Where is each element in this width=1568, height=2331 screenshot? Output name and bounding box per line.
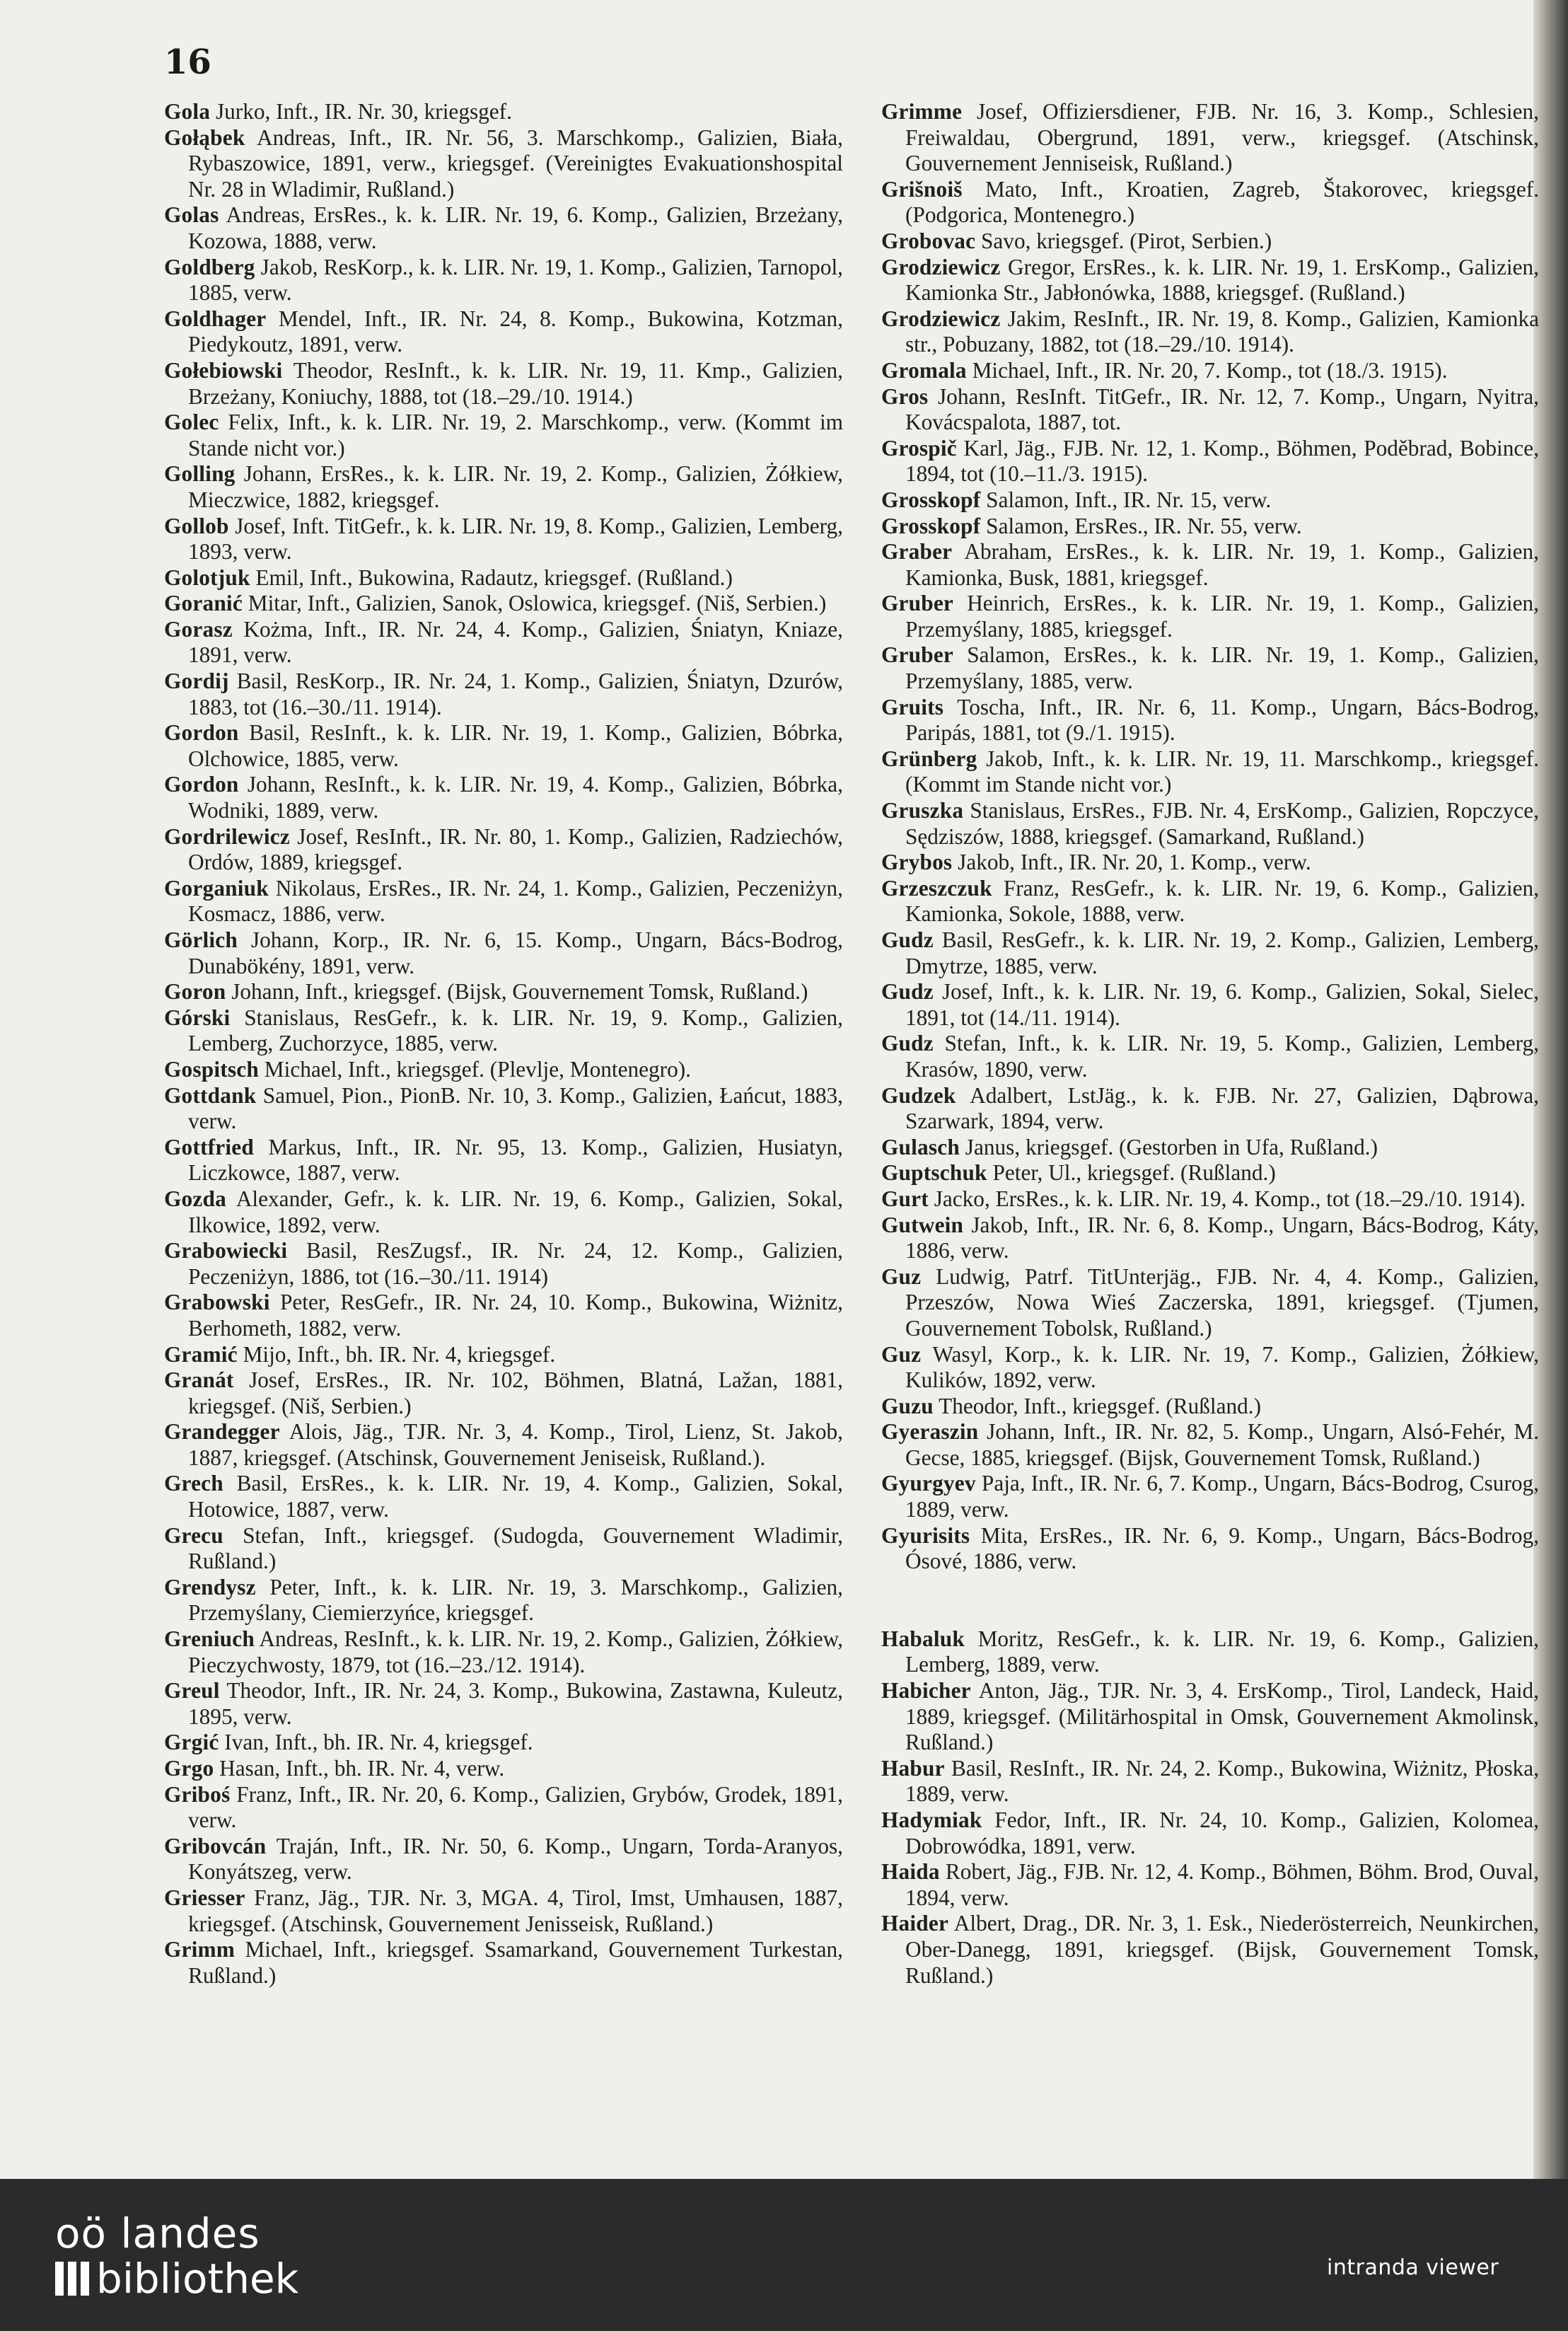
- register-entry: [881, 1264, 1539, 1342]
- register-entry: [881, 1626, 1539, 1678]
- section-gap: [881, 1575, 1539, 1626]
- register-entry: [164, 1756, 843, 1782]
- register-entry: [881, 1419, 1539, 1471]
- entry-details: Anton, Jäg., TJR. Nr. 3, 4. ErsKomp., Tirol, Landeck, Haid, 1889, kriegsgef. (Militärhospital in Omsk, Gouvernement Akmolinsk, Rußland.): [905, 1678, 1539, 1755]
- register-entry: [164, 514, 843, 565]
- entry-surname: Haida: [881, 1859, 940, 1885]
- register-entry: [881, 695, 1539, 746]
- right-column: [881, 99, 1539, 1989]
- entry-details: Jakim, ResInft., IR. Nr. 19, 8. Komp., Galizien, Kamionka str., Pobuzany, 1882, tot (18.–29./10. 1914).: [905, 306, 1539, 357]
- entry-details: Josef, Inft. TitGefr., k. k. LIR. Nr. 19, 8. Komp., Galizien, Lemberg, 1893, verw.: [188, 513, 843, 565]
- entry-surname: Gruszka: [881, 798, 964, 823]
- entry-surname: Gottdank: [164, 1082, 257, 1108]
- register-entry: [881, 255, 1539, 306]
- entry-details: Janus, kriegsgef. (Gestorben in Ufa, Rußland.): [959, 1134, 1378, 1159]
- entry-details: Andreas, Inft., IR. Nr. 56, 3. Marschkomp., Galizien, Biała, Rybaszowice, 1891, verw., kriegsgef. (Vereinigtes Evakuationshospital Nr. 28 in Wladimir, Rußland.): [188, 125, 843, 202]
- entry-surname: Gordon: [164, 720, 239, 746]
- register-entry: [881, 1031, 1539, 1082]
- logo-bars-icon: [55, 2262, 91, 2296]
- entry-surname: Gollob: [164, 513, 229, 538]
- register-entry: [881, 1911, 1539, 1989]
- entry-surname: Gyurisits: [881, 1522, 970, 1548]
- entry-surname: Guptschuk: [881, 1160, 987, 1186]
- entry-surname: Granát: [164, 1367, 234, 1393]
- register-entry: [881, 927, 1539, 979]
- register-entry: [164, 202, 843, 254]
- entry-surname: Gromala: [881, 357, 967, 383]
- entry-details: Jakob, ResKorp., k. k. LIR. Nr. 19, 1. Komp., Galizien, Tarnopol, 1885, verw.: [188, 254, 843, 306]
- entry-details: Michael, Inft., IR. Nr. 20, 7. Komp., tot (18./3. 1915).: [966, 357, 1448, 383]
- entry-details: Ludwig, Patrf. TitUnterjäg., FJB. Nr. 4, 4. Komp., Galizien, Przeszów, Nowa Wieś Zaczerska, 1891, kriegsgef. (Tjumen, Gouvernement Tobolsk, Rußland.): [905, 1263, 1539, 1341]
- register-entry: [164, 125, 843, 203]
- entry-details: Johann, ErsRes., k. k. LIR. Nr. 19, 2. Komp., Galizien, Żółkiew, Mieczwice, 1882, kriegsgef.: [188, 461, 843, 512]
- register-entry: [881, 850, 1539, 876]
- entry-surname: Greul: [164, 1678, 220, 1704]
- entry-details: Traján, Inft., IR. Nr. 50, 6. Komp., Ungarn, Torda-Aranyos, Konyátszeg, verw.: [188, 1833, 843, 1885]
- register-entry: [164, 824, 843, 876]
- entry-details: Stefan, Inft., kriegsgef. (Sudogda, Gouvernement Wladimir, Rußland.): [188, 1522, 843, 1574]
- entry-details: Johann, Inft., kriegsgef. (Bijsk, Gouvernement Tomsk, Rußland.): [226, 979, 808, 1005]
- register-entry: [164, 1005, 843, 1057]
- entry-surname: Gruber: [881, 642, 954, 668]
- entry-surname: Gros: [881, 383, 929, 409]
- entry-details: Stanislaus, ResGefr., k. k. LIR. Nr. 19, 9. Komp., Galizien, Lemberg, Zuchorzyce, 1885, verw.: [188, 1005, 843, 1056]
- entry-details: Michael, Inft., kriegsgef. (Plevlje, Montenegro).: [258, 1056, 691, 1082]
- register-entry: [164, 410, 843, 461]
- entry-surname: Gordrilewicz: [164, 823, 290, 849]
- entry-details: Albert, Drag., DR. Nr. 3, 1. Esk., Niederösterreich, Neunkirchen, Ober-Danegg, 1891, kriegsgef. (Bijsk, Gouvernement Tomsk, Rußland.): [905, 1911, 1539, 1988]
- register-entry: [881, 1807, 1539, 1859]
- register-entry: [881, 798, 1539, 850]
- register-entry: [881, 1083, 1539, 1135]
- entry-surname: Gramić: [164, 1341, 238, 1367]
- entry-surname: Gorasz: [164, 616, 233, 642]
- entry-details: Salamon, Inft., IR. Nr. 15, verw.: [980, 487, 1272, 512]
- entry-surname: Grabowiecki: [164, 1238, 288, 1263]
- register-entry: [164, 617, 843, 669]
- register-entry: [881, 1523, 1539, 1575]
- entry-surname: Grgić: [164, 1730, 219, 1755]
- entry-details: Peter, ResGefr., IR. Nr. 24, 10. Komp., Bukowina, Wiżnitz, Berhometh, 1882, verw.: [188, 1290, 843, 1341]
- entry-details: Jurko, Inft., IR. Nr. 30, kriegsgef.: [210, 99, 512, 124]
- entry-surname: Grobovac: [881, 228, 976, 253]
- entry-details: Toscha, Inft., IR. Nr. 6, 11. Komp., Ungarn, Bács-Bodrog, Paripás, 1881, tot (9./1. 1915).: [905, 694, 1539, 746]
- register-entry: [881, 1213, 1539, 1264]
- entry-surname: Habicher: [881, 1678, 971, 1704]
- entry-details: Kożma, Inft., IR. Nr. 24, 4. Komp., Galizien, Śniatyn, Kniaze, 1891, verw.: [188, 616, 843, 668]
- register-entry: [881, 487, 1539, 514]
- register-entry: [164, 1290, 843, 1341]
- entry-surname: Grzeszczuk: [881, 875, 992, 901]
- entry-details: Salamon, ErsRes., IR. Nr. 55, verw.: [980, 513, 1302, 538]
- entry-details: Franz, ResGefr., k. k. LIR. Nr. 19, 6. Komp., Galizien, Kamionka, Sokole, 1888, verw.: [905, 875, 1539, 927]
- entry-surname: Gordon: [164, 772, 239, 797]
- entry-details: Mendel, Inft., IR. Nr. 24, 8. Komp., Bukowina, Kotzman, Piedykoutz, 1891, verw.: [188, 306, 843, 357]
- entry-surname: Grosskopf: [881, 513, 981, 538]
- entry-details: Abraham, ErsRes., k. k. LIR. Nr. 19, 1. Komp., Galizien, Kamionka, Busk, 1881, kriegsgef.: [905, 539, 1539, 590]
- entry-surname: Gozda: [164, 1186, 226, 1211]
- entry-surname: Graber: [881, 539, 953, 565]
- register-entry: [881, 1859, 1539, 1911]
- entry-details: Basil, ResInft., IR. Nr. 24, 2. Komp., Bukowina, Wiżnitz, Płoska, 1889, verw.: [905, 1755, 1539, 1807]
- register-entry: [164, 1135, 843, 1186]
- entry-surname: Haider: [881, 1911, 949, 1936]
- entry-surname: Grgo: [164, 1756, 214, 1781]
- entry-details: Alexander, Gefr., k. k. LIR. Nr. 19, 6. Komp., Galizien, Sokal, Ilkowice, 1892, verw.: [188, 1186, 843, 1237]
- entry-surname: Gołąbek: [164, 125, 245, 150]
- entry-surname: Goldhager: [164, 306, 267, 331]
- entry-details: Jacko, ErsRes., k. k. LIR. Nr. 19, 4. Komp., tot (18.–29./10. 1914).: [928, 1186, 1526, 1211]
- entry-details: Moritz, ResGefr., k. k. LIR. Nr. 19, 6. Komp., Galizien, Lemberg, 1889, verw.: [905, 1626, 1539, 1677]
- entry-details: Wasyl, Korp., k. k. LIR. Nr. 19, 7. Komp., Galizien, Żółkiew, Kulików, 1892, verw.: [905, 1341, 1539, 1393]
- entry-surname: Grosskopf: [881, 487, 981, 512]
- entry-details: Salamon, ErsRes., k. k. LIR. Nr. 19, 1. Komp., Galizien, Przemyślany, 1885, verw.: [905, 642, 1539, 694]
- logo-line-1: oö landes: [55, 2209, 260, 2257]
- entry-surname: Grecu: [164, 1522, 223, 1548]
- entry-surname: Gudz: [881, 927, 934, 952]
- entry-details: Nikolaus, ErsRes., IR. Nr. 24, 1. Komp., Galizien, Peczeniżyn, Kosmacz, 1886, verw.: [188, 875, 843, 927]
- entry-surname: Golec: [164, 410, 219, 435]
- entry-details: Johann, Korp., IR. Nr. 6, 15. Komp., Ungarn, Bács-Bodrog, Dunabökény, 1891, verw.: [188, 927, 843, 978]
- register-entry: [881, 1342, 1539, 1394]
- entry-surname: Gottfried: [164, 1134, 254, 1159]
- register-entry: [164, 1937, 843, 1989]
- entry-details: Josef, ErsRes., IR. Nr. 102, Böhmen, Blatná, Lažan, 1881, kriegsgef. (Niš, Serbien.): [188, 1367, 843, 1418]
- library-logo[interactable]: [55, 2209, 299, 2303]
- entry-details: Jakob, Inft., IR. Nr. 6, 8. Komp., Ungarn, Bács-Bodrog, Káty, 1886, verw.: [905, 1212, 1539, 1263]
- register-entry: [881, 1160, 1539, 1186]
- register-entry: [164, 1367, 843, 1419]
- entry-details: Gregor, ErsRes., k. k. LIR. Nr. 19, 1. ErsKomp., Galizien, Kamionka Str., Jabłonówka, 1888, kriegsgef. (Rußland.): [905, 254, 1539, 306]
- entry-surname: Gospitsch: [164, 1056, 259, 1082]
- entry-surname: Gruber: [881, 591, 954, 616]
- register-entry: [881, 177, 1539, 229]
- entry-details: Mitar, Inft., Galizien, Sanok, Oslowica, kriegsgef. (Niš, Serbien.): [242, 591, 827, 616]
- register-entry: [164, 358, 843, 410]
- entry-details: Markus, Inft., IR. Nr. 95, 13. Komp., Galizien, Husiatyn, Liczkowce, 1887, verw.: [188, 1134, 843, 1186]
- entry-details: Theodor, Inft., IR. Nr. 24, 3. Komp., Bukowina, Zastawna, Kuleutz, 1895, verw.: [188, 1678, 843, 1729]
- register-entry: [881, 1135, 1539, 1161]
- register-entry: [164, 1471, 843, 1522]
- entry-details: Jakob, Inft., k. k. LIR. Nr. 19, 11. Marschkomp., kriegsgef. (Kommt im Stande nicht vor.): [905, 746, 1539, 797]
- register-entry: [881, 306, 1539, 358]
- entry-surname: Gorganiuk: [164, 875, 269, 901]
- entry-surname: Golas: [164, 202, 219, 228]
- entry-surname: Gola: [164, 99, 211, 124]
- entry-details: Johann, ResInft. TitGefr., IR. Nr. 12, 7. Komp., Ungarn, Nyitra, Kovácspalota, 1887, tot.: [905, 383, 1539, 435]
- register-entry: [164, 669, 843, 720]
- entry-details: Savo, kriegsgef. (Pirot, Serbien.): [975, 228, 1272, 253]
- entry-details: Andreas, ErsRes., k. k. LIR. Nr. 19, 6. Komp., Galizien, Brzeżany, Kozowa, 1888, verw.: [188, 202, 843, 253]
- entry-surname: Hadymiak: [881, 1807, 982, 1832]
- entry-surname: Grospič: [881, 435, 957, 461]
- entry-surname: Habur: [881, 1755, 945, 1781]
- entry-surname: Golling: [164, 461, 236, 487]
- register-entry: [881, 1186, 1539, 1213]
- entry-surname: Guz: [881, 1341, 922, 1367]
- entry-details: Josef, Inft., k. k. LIR. Nr. 19, 6. Komp., Galizien, Sokal, Sielec, 1891, tot (14./11. 1914).: [905, 979, 1539, 1030]
- entry-details: Johann, Inft., IR. Nr. 82, 5. Komp., Ungarn, Alsó-Fehér, M. Gecse, 1885, kriegsgef. (Bijsk, Gouvernement Tomsk, Rußland.): [905, 1419, 1539, 1470]
- entry-surname: Goron: [164, 979, 226, 1005]
- register-entry: [164, 979, 843, 1005]
- entry-surname: Grünberg: [881, 746, 977, 771]
- entry-details: Theodor, ResInft., k. k. LIR. Nr. 19, 11. Kmp., Galizien, Brzeżany, Koniuchy, 1888, tot (18.–29./10. 1914.): [188, 357, 843, 409]
- entry-details: Theodor, Inft., kriegsgef. (Rußland.): [933, 1393, 1262, 1418]
- entry-surname: Gruits: [881, 694, 944, 719]
- register-entry: [881, 1471, 1539, 1522]
- entry-surname: Griesser: [164, 1885, 245, 1910]
- register-entry: [881, 358, 1539, 384]
- register-entry: [881, 1394, 1539, 1420]
- register-entry: [881, 1756, 1539, 1807]
- entry-surname: Gordij: [164, 669, 229, 694]
- entry-surname: Grabowski: [164, 1290, 270, 1315]
- entry-surname: Gołebiowski: [164, 357, 283, 383]
- register-entry: [164, 1834, 843, 1885]
- entry-details: Franz, Jäg., TJR. Nr. 3, MGA. 4, Tirol, Imst, Umhausen, 1887, kriegsgef. (Atschinsk, Gouvernement Jenisseisk, Rußland.): [188, 1885, 843, 1936]
- entry-details: Basil, ErsRes., k. k. LIR. Nr. 19, 4. Komp., Galizien, Sokal, Hotowice, 1887, verw.: [188, 1471, 843, 1522]
- register-entry: [164, 1342, 843, 1368]
- entry-surname: Gyurgyev: [881, 1471, 976, 1496]
- entry-details: Paja, Inft., IR. Nr. 6, 7. Komp., Ungarn, Bács-Bodrog, Csurog, 1889, verw.: [905, 1471, 1539, 1522]
- entry-details: Franz, Inft., IR. Nr. 20, 6. Komp., Galizien, Grybów, Grodek, 1891, verw.: [188, 1781, 843, 1833]
- entry-details: Karl, Jäg., FJB. Nr. 12, 1. Komp., Böhmen, Poděbrad, Bobince, 1894, tot (10.–11./3. 1915).: [905, 435, 1539, 487]
- entry-details: Stefan, Inft., k. k. LIR. Nr. 19, 5. Komp., Galizien, Lemberg, Krasów, 1890, verw.: [905, 1031, 1539, 1082]
- register-entry: [164, 99, 843, 125]
- register-entry: [164, 1057, 843, 1083]
- register-entry: [881, 642, 1539, 694]
- entry-details: Josef, ResInft., IR. Nr. 80, 1. Komp., Galizien, Radziechów, Ordów, 1889, kriegsgef.: [188, 823, 843, 875]
- register-entry: [881, 746, 1539, 798]
- entry-surname: Grimm: [164, 1937, 236, 1962]
- entry-surname: Grendysz: [164, 1574, 256, 1600]
- entry-surname: Goranić: [164, 591, 243, 616]
- entry-surname: Gudz: [881, 979, 934, 1005]
- entry-surname: Grodziewicz: [881, 306, 1001, 331]
- entry-details: Ivan, Inft., bh. IR. Nr. 4, kriegsgef.: [219, 1730, 533, 1755]
- entry-surname: Gribovcán: [164, 1833, 267, 1858]
- entry-surname: Grandegger: [164, 1419, 280, 1445]
- register-entry: [881, 1678, 1539, 1756]
- entry-surname: Griboś: [164, 1781, 231, 1807]
- entry-details: Basil, ResZugsf., IR. Nr. 24, 12. Komp., Galizien, Peczeniżyn, 1886, tot (16.–30./11. 1914): [188, 1238, 843, 1289]
- entry-surname: Grodziewicz: [881, 254, 1001, 279]
- entry-surname: Guz: [881, 1263, 922, 1289]
- entry-details: Jakob, Inft., IR. Nr. 20, 1. Komp., verw.: [952, 850, 1311, 875]
- entry-surname: Grišnoiš: [881, 176, 963, 202]
- page-number: 16: [164, 42, 211, 82]
- register-entry: [164, 306, 843, 358]
- register-entry: [164, 565, 843, 591]
- register-entry: [164, 1419, 843, 1471]
- register-entry: [164, 1782, 843, 1834]
- entry-details: Adalbert, LstJäg., k. k. FJB. Nr. 27, Galizien, Dąbrowa, Szarwark, 1894, verw.: [905, 1082, 1539, 1134]
- register-entry: [164, 772, 843, 823]
- entry-details: Peter, Ul., kriegsgef. (Rußland.): [987, 1160, 1276, 1186]
- register-entry: [164, 461, 843, 513]
- register-entry: [164, 1678, 843, 1730]
- entry-details: Heinrich, ErsRes., k. k. LIR. Nr. 19, 1. Komp., Galizien, Przemyślany, 1885, kriegsgef.: [905, 591, 1539, 642]
- entry-details: Mato, Inft., Kroatien, Zagreb, Štakorovec, kriegsgef. (Podgorica, Montenegro.): [905, 176, 1539, 228]
- register-entry: [164, 876, 843, 927]
- register-entry: [881, 591, 1539, 642]
- register-entry: [881, 229, 1539, 255]
- entry-details: Stanislaus, ErsRes., FJB. Nr. 4, ErsKomp., Galizien, Ropczyce, Sędziszów, 1888, kriegsgef. (Samarkand, Rußland.): [905, 798, 1539, 849]
- register-entry: [164, 1730, 843, 1756]
- entry-surname: Gyeraszin: [881, 1419, 979, 1445]
- entry-surname: Guzu: [881, 1393, 934, 1418]
- entry-details: Michael, Inft., kriegsgef. Ssamarkand, Gouvernement Turkestan, Rußland.): [188, 1937, 843, 1988]
- entry-surname: Görlich: [164, 927, 238, 952]
- entry-details: Peter, Inft., k. k. LIR. Nr. 19, 3. Marschkomp., Galizien, Przemyślany, Ciemierzyńce, kriegsgef.: [188, 1574, 843, 1626]
- entry-details: Johann, ResInft., k. k. LIR. Nr. 19, 4. Komp., Galizien, Bóbrka, Wodniki, 1889, verw.: [188, 772, 843, 823]
- entry-details: Mijo, Inft., bh. IR. Nr. 4, kriegsgef.: [237, 1341, 556, 1367]
- register-entry: [164, 1885, 843, 1937]
- entry-surname: Gudz: [881, 1031, 934, 1056]
- entry-details: Robert, Jäg., FJB. Nr. 12, 4. Komp., Böhmen, Böhm. Brod, Ouval, 1894, verw.: [905, 1859, 1539, 1910]
- entry-surname: Golotjuk: [164, 565, 250, 590]
- entry-details: Josef, Offiziersdiener, FJB. Nr. 16, 3. Komp., Schlesien, Freiwaldau, Obergrund, 1891, verw., kriegsgef. (Atschinsk, Gouvernement Jenniseisk, Rußland.): [905, 99, 1539, 176]
- entry-details: Basil, ResInft., k. k. LIR. Nr. 19, 1. Komp., Galizien, Bóbrka, Olchowice, 1885, verw.: [188, 720, 843, 771]
- entry-details: Basil, ResKorp., IR. Nr. 24, 1. Komp., Galizien, Śniatyn, Dzurów, 1883, tot (16.–30./11. 1914).: [188, 669, 843, 719]
- viewer-brand[interactable]: intranda viewer: [1327, 2255, 1499, 2280]
- entry-details: Fedor, Inft., IR. Nr. 24, 10. Komp., Galizien, Kolomea, Dobrowódka, 1891, verw.: [905, 1807, 1539, 1858]
- entry-surname: Gudzek: [881, 1082, 956, 1108]
- entry-details: Emil, Inft., Bukowina, Radautz, kriegsgef. (Rußland.): [250, 565, 733, 590]
- register-entry: [164, 720, 843, 772]
- register-entry: [881, 539, 1539, 591]
- register-entry: [164, 1083, 843, 1135]
- entry-surname: Grybos: [881, 850, 953, 875]
- register-entry: [164, 1238, 843, 1290]
- register-entry: [881, 384, 1539, 436]
- entry-details: Mita, ErsRes., IR. Nr. 6, 9. Komp., Ungarn, Bács-Bodrog, Ósové, 1886, verw.: [905, 1522, 1539, 1574]
- register-entry: [881, 979, 1539, 1031]
- register-entry: [164, 591, 843, 617]
- register-entry: [881, 876, 1539, 927]
- entry-details: Basil, ResGefr., k. k. LIR. Nr. 19, 2. Komp., Galizien, Lemberg, Dmytrze, 1885, verw.: [905, 927, 1539, 978]
- entry-details: Samuel, Pion., PionB. Nr. 10, 3. Komp., Galizien, Łańcut, 1883, verw.: [188, 1082, 843, 1134]
- entry-details: Alois, Jäg., TJR. Nr. 3, 4. Komp., Tirol, Lienz, St. Jakob, 1887, kriegsgef. (Atschinsk, Gouvernement Jeniseisk, Rußland.).: [188, 1419, 843, 1470]
- left-column: [164, 99, 843, 1989]
- entry-surname: Grech: [164, 1471, 223, 1496]
- entry-surname: Grimme: [881, 99, 963, 124]
- entry-details: Felix, Inft., k. k. LIR. Nr. 19, 2. Marschkomp., verw. (Kommt im Stande nicht vor.): [188, 410, 843, 461]
- entry-details: Hasan, Inft., bh. IR. Nr. 4, verw.: [214, 1756, 505, 1781]
- entry-surname: Greniuch: [164, 1626, 255, 1652]
- entry-surname: Górski: [164, 1005, 231, 1030]
- entry-surname: Habaluk: [881, 1626, 965, 1651]
- logo-line-2-text: bibliothek: [96, 2255, 299, 2303]
- register-entry: [164, 1575, 843, 1626]
- register-entry: [881, 514, 1539, 540]
- register-entry: [164, 1186, 843, 1238]
- register-entry: [881, 436, 1539, 487]
- logo-line-2: [55, 2255, 299, 2303]
- register-entry: [164, 1626, 843, 1678]
- entry-details: Andreas, ResInft., k. k. LIR. Nr. 19, 2. Komp., Galizien, Żółkiew, Pieczychwosty, 1879, tot (16.–23./12. 1914).: [188, 1626, 843, 1677]
- register-entry: [164, 255, 843, 306]
- register-entry: [164, 1523, 843, 1575]
- entry-surname: Gutwein: [881, 1212, 964, 1237]
- register-entry: [881, 99, 1539, 177]
- register-entry: [164, 927, 843, 979]
- entry-surname: Gulasch: [881, 1134, 960, 1159]
- entry-surname: Gurt: [881, 1186, 929, 1211]
- entry-surname: Goldberg: [164, 254, 255, 279]
